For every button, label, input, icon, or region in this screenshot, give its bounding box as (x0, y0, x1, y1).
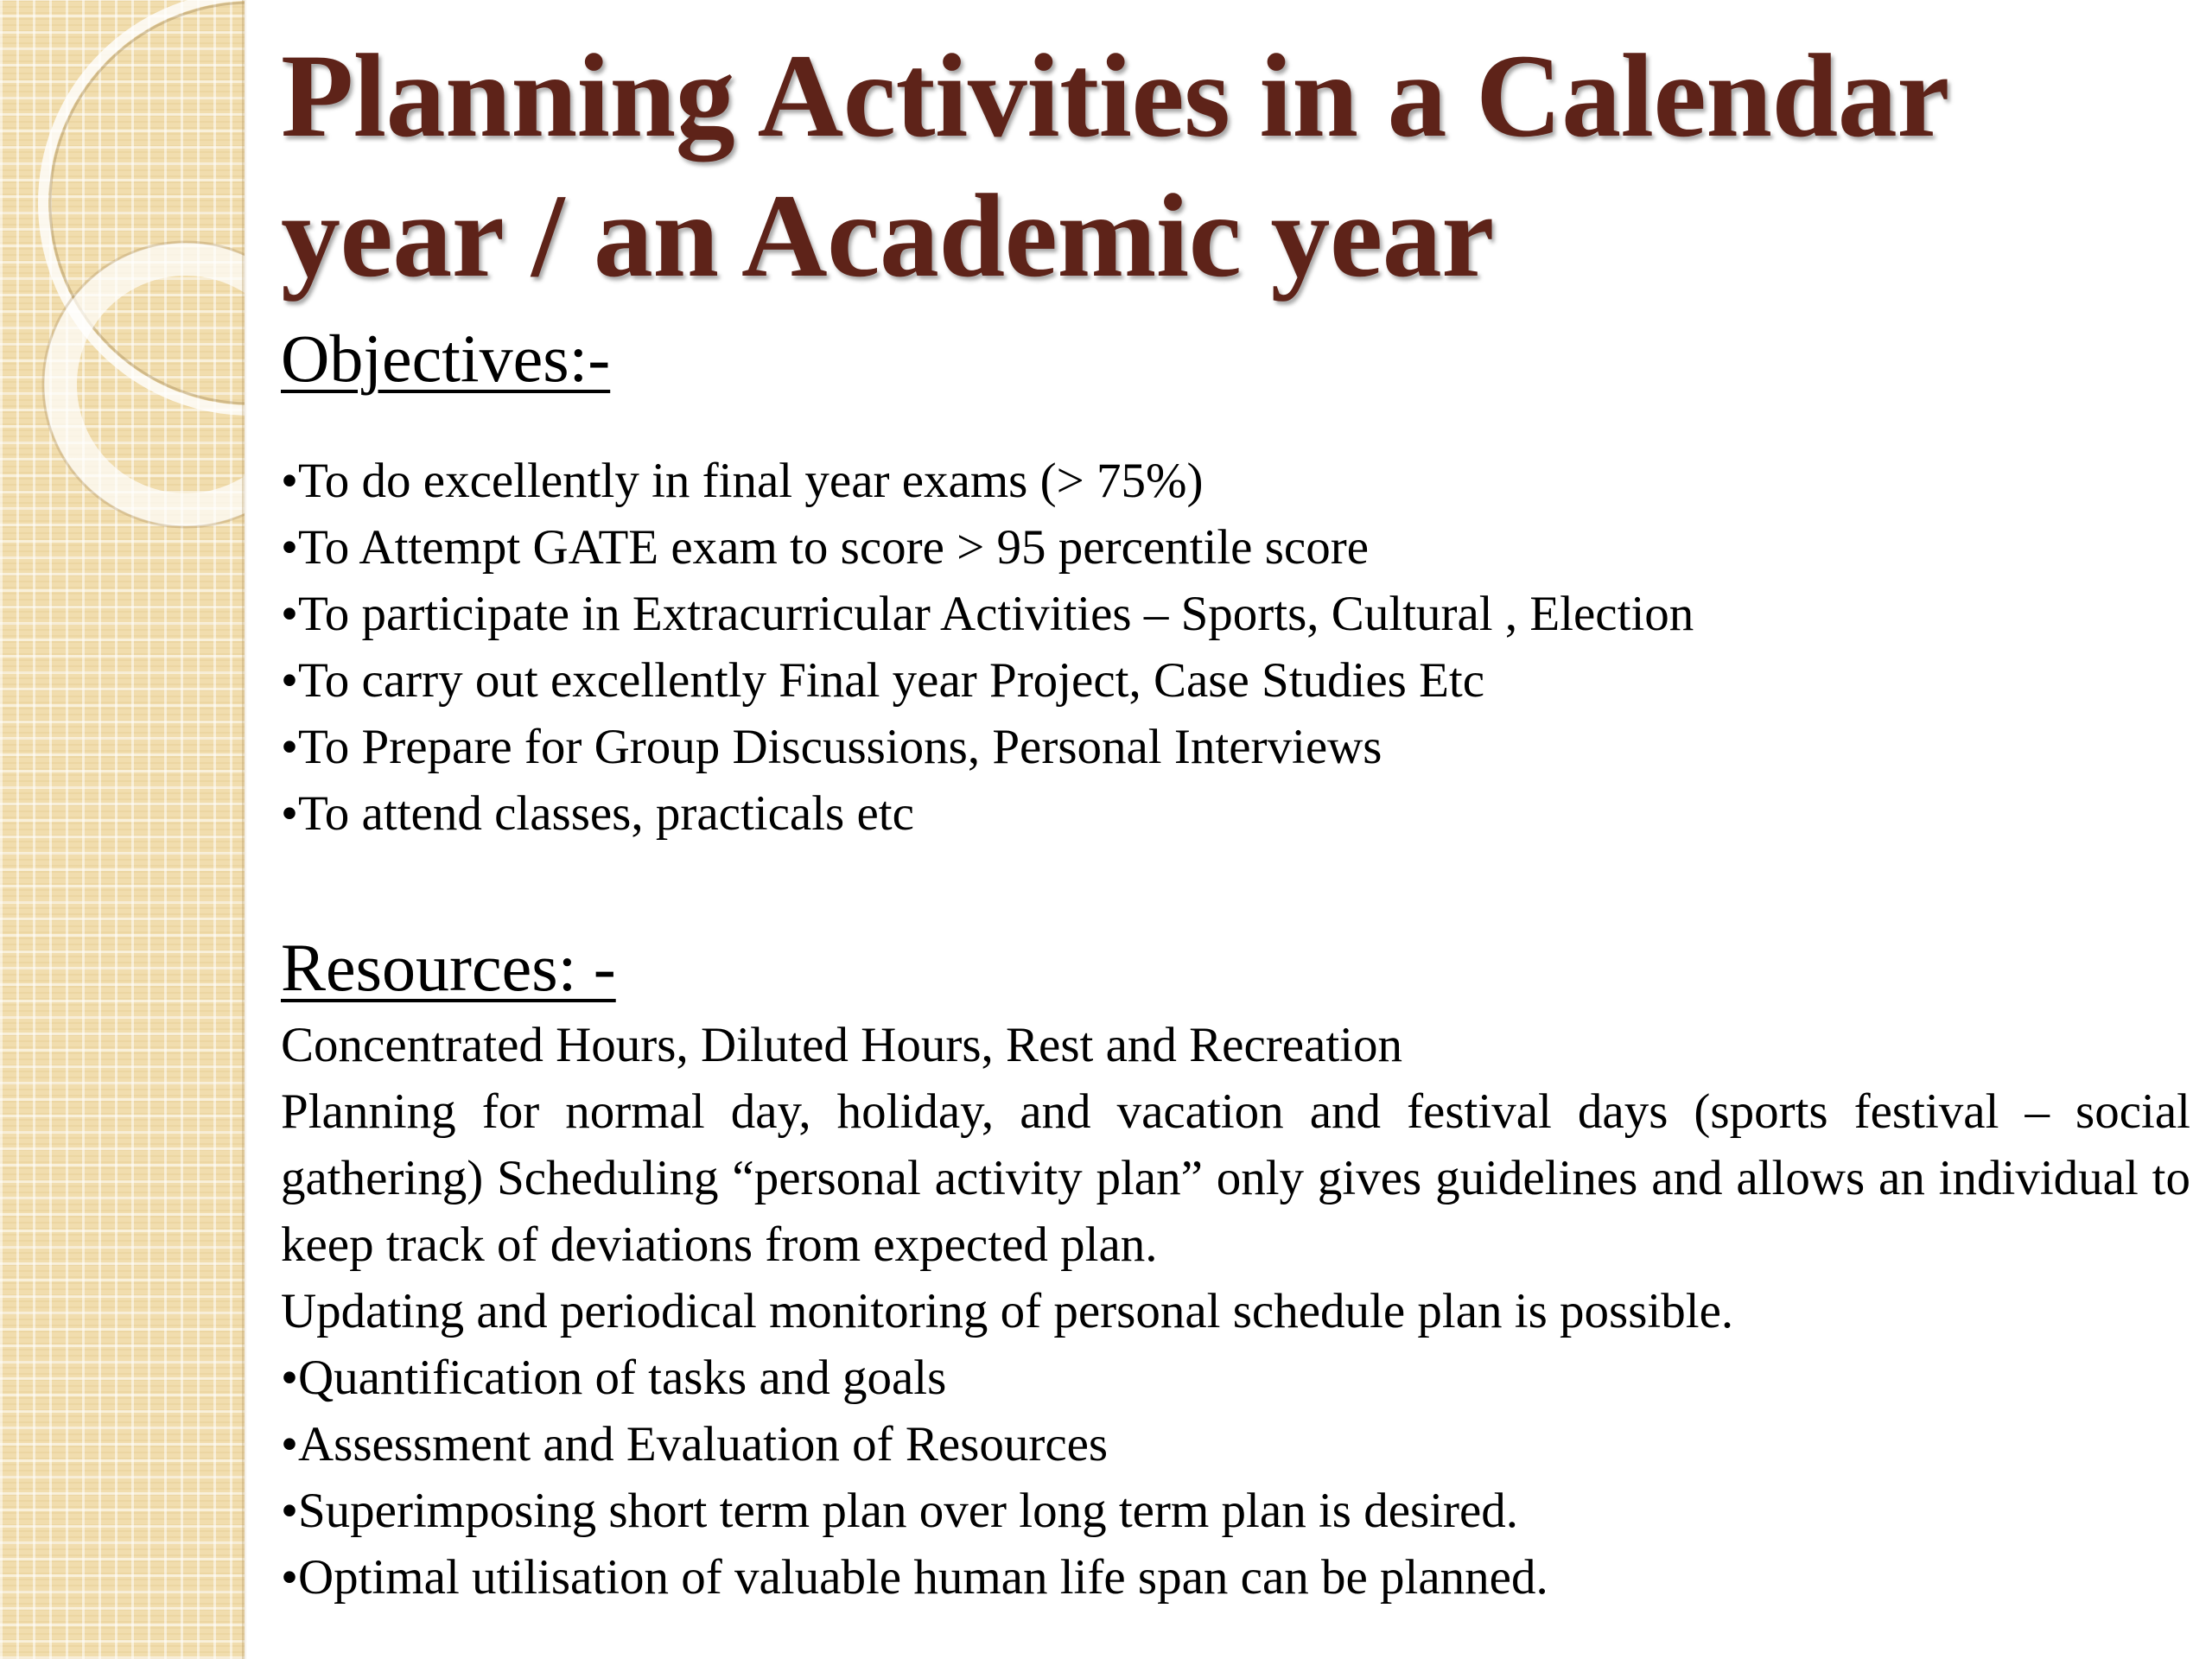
objectives-list (281, 448, 1694, 847)
resource-item: • Quantification of tasks and goals (281, 1344, 2190, 1411)
resource-item: • Assessment and Evaluation of Resources (281, 1411, 2190, 1478)
objective-item: • To do excellently in final year exams (> 75%) (281, 448, 1694, 514)
objective-item: • To participate in Extracurricular Activities – Sports, Cultural , Election (281, 581, 1694, 647)
resources-line-hours: Concentrated Hours, Diluted Hours, Rest and Recreation (281, 1018, 1403, 1072)
objective-item: • To attend classes, practicals etc (281, 780, 1694, 847)
objective-item: • To Prepare for Group Discussions, Personal Interviews (281, 714, 1694, 780)
slide-title: Planning Activities in a Calendar year / an Academic year (281, 29, 1948, 302)
resource-item: • Optimal utilisation of valuable human life span can be planned. (281, 1544, 2190, 1611)
objective-item: • To Attempt GATE exam to score > 95 percentile score (281, 514, 1694, 581)
small-ring-shadow (43, 242, 245, 527)
resources-paragraph: Planning for normal day, holiday, and vacation and festival days (sports festival – social gathering) Scheduling “personal activity plan” only gives guidelines and allows an individual to keep track of deviations from expected plan. (281, 1084, 2190, 1272)
resources-block (281, 1012, 2190, 1611)
resources-line-updating: Updating and periodical monitoring of personal schedule plan is possible. (281, 1284, 1734, 1338)
large-ring (43, 0, 245, 410)
objectives-heading: Objectives:- (281, 321, 611, 396)
resource-item: • Superimposing short term plan over long term plan is desired. (281, 1478, 2190, 1544)
objective-item: • To carry out excellently Final year Project, Case Studies Etc (281, 647, 1694, 714)
decorative-sidebar (0, 0, 245, 1659)
sidebar-edge-shadow (242, 0, 247, 1659)
large-ring-shadow (50, 3, 245, 404)
resources-list (281, 1344, 2190, 1611)
resources-heading: Resources: - (281, 930, 616, 1005)
decorative-rings (0, 0, 245, 553)
small-ring (60, 259, 245, 510)
